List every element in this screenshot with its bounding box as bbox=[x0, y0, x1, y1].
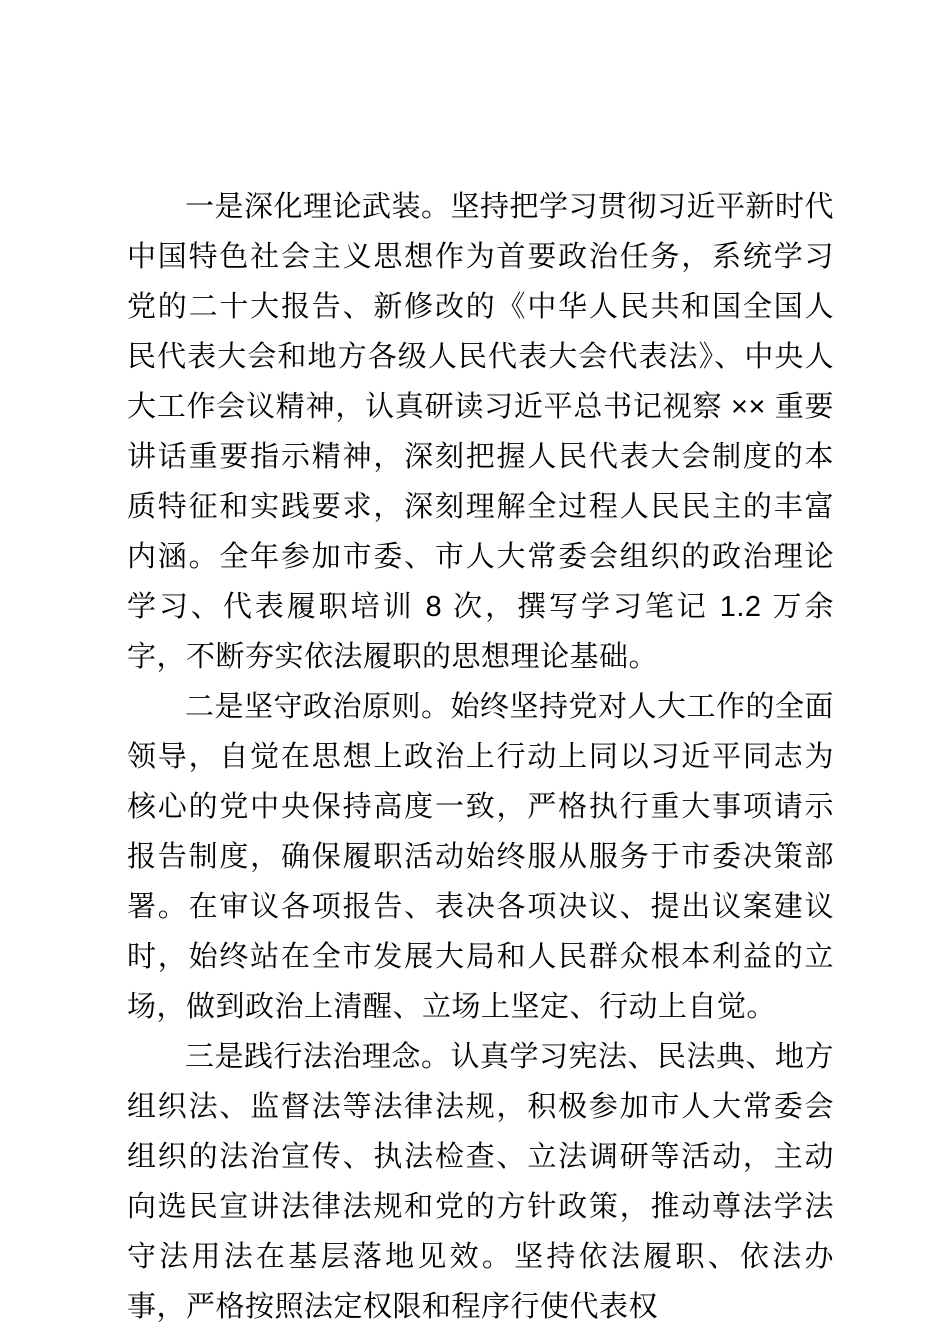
paragraph-political-principles: 二是坚守政治原则。始终坚持党对人大工作的全面领导，自觉在思想上政治上行动上同以习近平同志为核心的党中央保持高度一致，严格执行重大事项请示报告制度，确保履职活动始终服从服务于市委决策部署。在审议各项报告、表决各项决议、提出议案建议时，始终站在全市发展大局和人民群众根本利益的立场，做到政治上清醒、立场上坚定、行动上自觉。 bbox=[127, 691, 835, 1023]
paragraph-rule-of-law: 三是践行法治理念。认真学习宪法、民法典、地方组织法、监督法等法律法规，积极参加市人大常委会组织的法治宣传、执法检查、立法调研等活动，主动向选民宣讲法律法规和党的方针政策，推动尊法学法守法用法在基层落地见效。坚持依法履职、依法办事，严格按照法定权限和程序行使代表权 bbox=[127, 1041, 835, 1323]
paragraph-theory-armament: 一是深化理论武装。坚持把学习贯彻习近平新时代中国特色社会主义思想作为首要政治任务，系统学习党的二十大报告、新修改的《中华人民共和国全国人民代表大会和地方各级人民代表大会代表法》、中央人大工作会议精神，认真研读习近平总书记视察 ×× 重要讲话重要指示精神，深刻把握人民代表大会制度的本质特征和实践要求，深刻理解全过程人民民主的丰富内涵。全年参加市委、市人大常委会组织的政治理论学习、代表履职培训 8 次，撰写学习笔记 1.2 万余字，不断夯实依法履职的思想理论基础。 bbox=[127, 191, 835, 673]
document-body bbox=[127, 182, 834, 1332]
